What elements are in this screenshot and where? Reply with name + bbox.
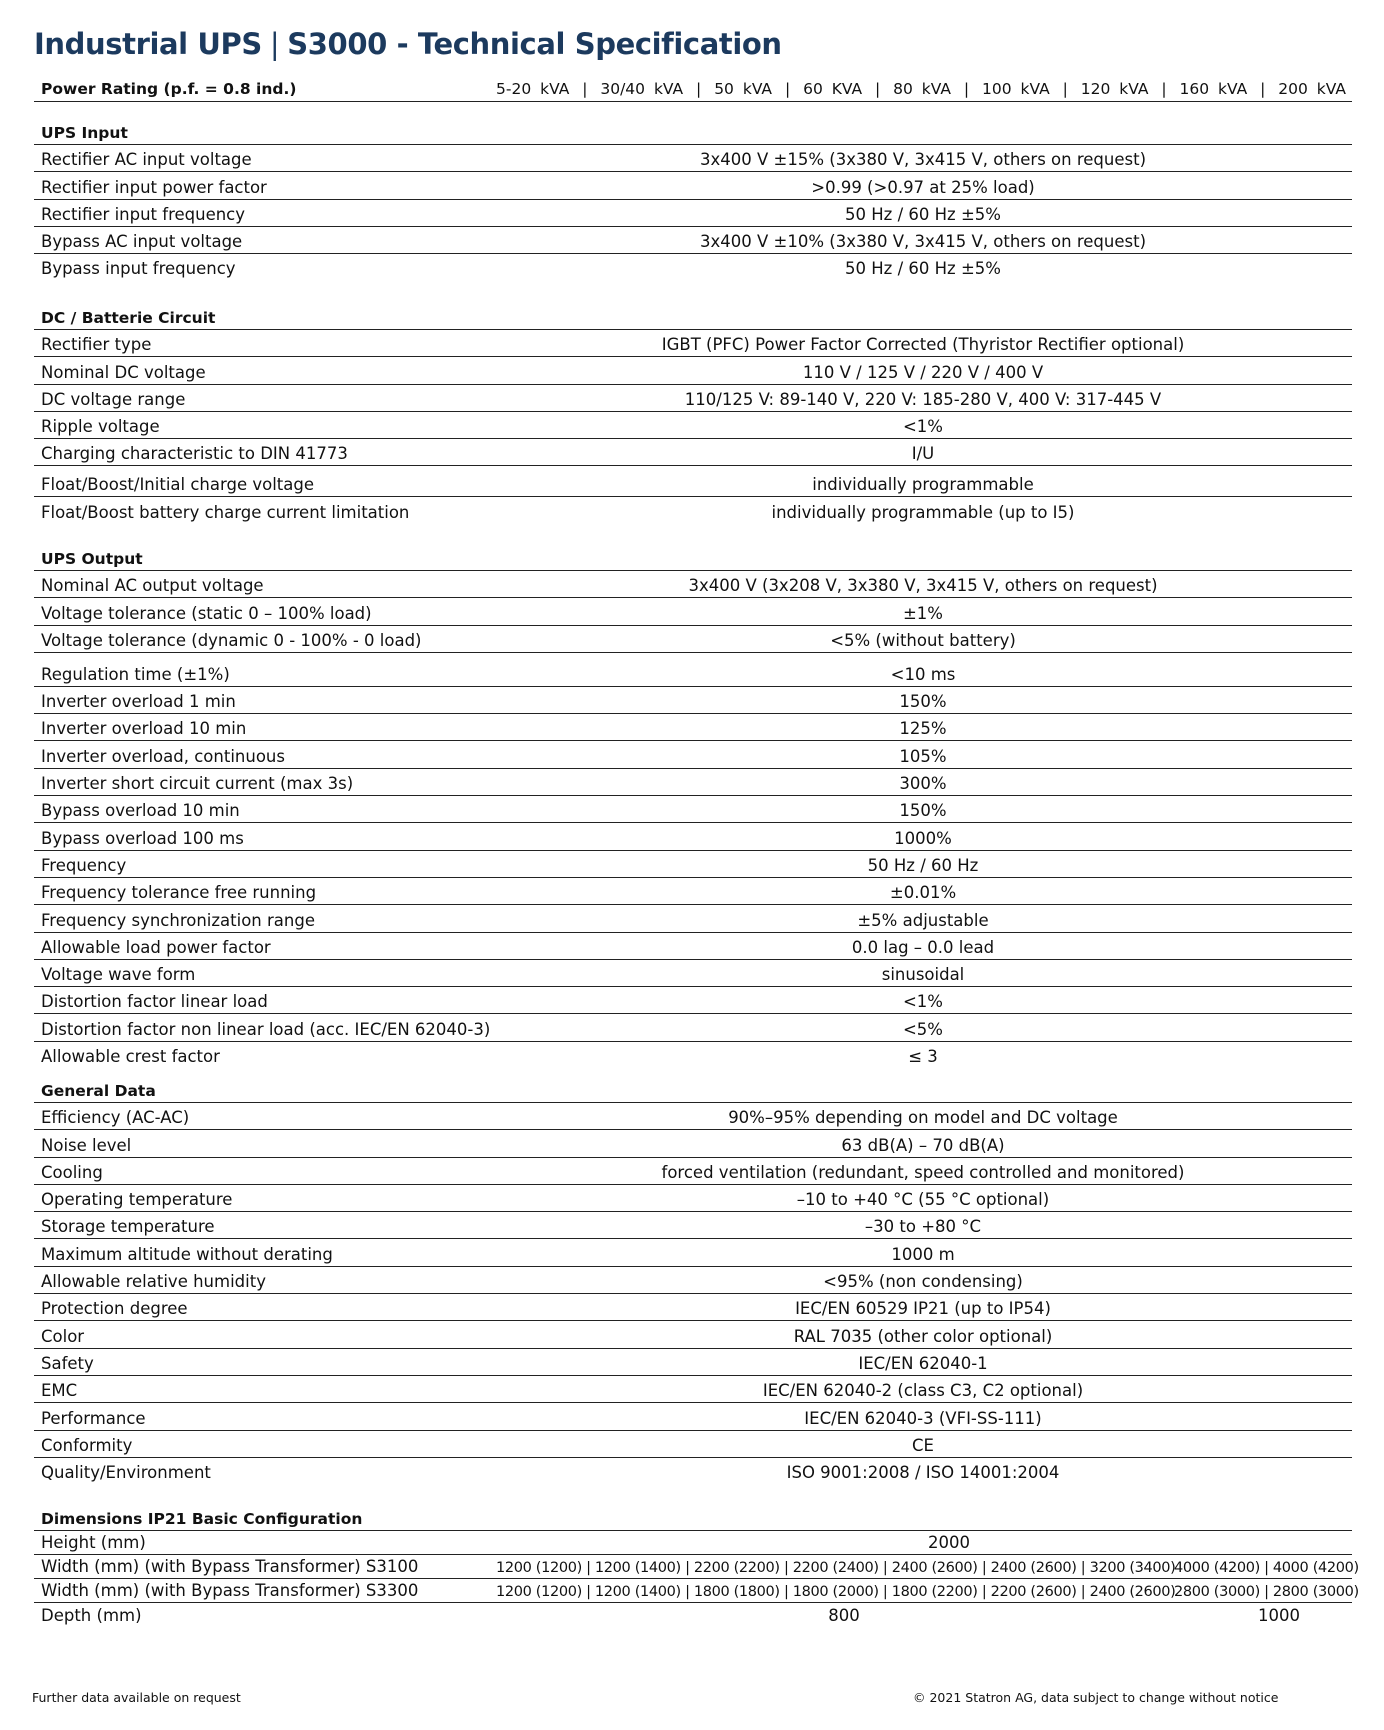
row-label: Bypass input frequency <box>41 259 236 279</box>
row-label: Protection degree <box>41 1299 188 1319</box>
row-value: <5% (without battery) <box>830 630 1016 650</box>
row-label: Inverter short circuit current (max 3s) <box>41 774 354 794</box>
row-label: Rectifier type <box>41 335 152 355</box>
row-value: –10 to +40 °C (55 °C optional) <box>796 1190 1050 1210</box>
spec-row <box>34 1014 1352 1041</box>
spec-row <box>34 1458 1352 1484</box>
row-label: Performance <box>41 1408 146 1428</box>
row-value: 1200 (1200) | 1200 (1400) | 2200 (2200) | 2200 (2400) | 2400 (2600) | 2400 (2600) | 3200 (3400) <box>496 1560 1176 1576</box>
section-title: General Data <box>34 1080 1352 1103</box>
rating-value: 30/40 kVA <box>600 80 684 98</box>
row-value: 1000% <box>894 828 952 848</box>
row-value: 3x400 V (3x208 V, 3x380 V, 3x415 V, others on request) <box>688 576 1158 596</box>
spec-section <box>34 122 1352 280</box>
rating-value: 100 kVA <box>982 80 1050 98</box>
row-label: Inverter overload 1 min <box>41 692 236 712</box>
row-label: Charging characteristic to DIN 41773 <box>41 444 348 464</box>
row-label: Inverter overload 10 min <box>41 719 247 739</box>
spec-row <box>34 1431 1352 1458</box>
row-value: sinusoidal <box>881 965 965 985</box>
row-value: 50 Hz / 60 Hz ±5% <box>845 204 1001 224</box>
spec-row <box>34 851 1352 878</box>
spec-row <box>34 905 1352 932</box>
row-value: IEC/EN 60529 IP21 (up to IP54) <box>795 1299 1051 1319</box>
row-value: <10 ms <box>890 664 956 684</box>
spec-row <box>34 878 1352 905</box>
row-label: Operating temperature <box>41 1190 233 1210</box>
row-value: 110 V / 125 V / 220 V / 400 V <box>802 362 1044 382</box>
row-label: Rectifier input power factor <box>41 177 267 197</box>
rating-separator: | <box>1161 80 1167 98</box>
rating-separator: | <box>696 80 702 98</box>
row-value: individually programmable (up to I5) <box>771 502 1075 522</box>
spec-row <box>34 227 1352 254</box>
spec-row <box>34 357 1352 384</box>
row-label: Inverter overload, continuous <box>41 746 285 766</box>
row-label: Float/Boost battery charge current limitation <box>41 502 410 522</box>
spec-row <box>34 1349 1352 1376</box>
row-label: Allowable crest factor <box>41 1047 220 1067</box>
row-value: IEC/EN 62040-2 (class C3, C2 optional) <box>762 1381 1084 1401</box>
spec-row <box>34 1130 1352 1157</box>
row-label: Frequency <box>41 855 127 875</box>
spec-row <box>34 598 1352 625</box>
row-value: 90%–95% depending on model and DC voltage <box>728 1108 1118 1128</box>
row-value: ≤ 3 <box>908 1047 938 1067</box>
row-value: 50 Hz / 60 Hz <box>867 855 979 875</box>
spec-row <box>34 497 1352 523</box>
row-label: DC voltage range <box>41 389 186 409</box>
row-label: Bypass AC input voltage <box>41 232 243 252</box>
spec-row <box>34 714 1352 741</box>
row-value: 110/125 V: 89-140 V, 220 V: 185-280 V, 400 V: 317-445 V <box>684 389 1162 409</box>
rating-value: 160 kVA <box>1179 80 1248 98</box>
title-separator: | <box>269 27 280 61</box>
rating-value: 50 kVA <box>714 80 773 98</box>
row-label: Nominal DC voltage <box>41 362 206 382</box>
row-label: Cooling <box>41 1162 103 1182</box>
row-value: ISO 9001:2008 / ISO 14001:2004 <box>786 1463 1060 1483</box>
row-label: Float/Boost/Initial charge voltage <box>41 475 314 495</box>
row-label: EMC <box>41 1381 78 1401</box>
row-label: Efficiency (AC-AC) <box>41 1108 190 1128</box>
section-title: UPS Output <box>34 548 1352 571</box>
row-value: forced ventilation (redundant, speed controlled and monitored) <box>661 1162 1185 1182</box>
spec-row <box>34 823 1352 850</box>
spec-row <box>34 1321 1352 1348</box>
title-spec: S3000 - Technical Specification <box>287 27 782 61</box>
spec-row-height <box>34 1531 1352 1555</box>
row-label: Width (mm) (with Bypass Transformer) S3300 <box>41 1581 419 1600</box>
row-label: Nominal AC output voltage <box>41 576 264 596</box>
spec-row <box>34 687 1352 714</box>
spec-row <box>34 987 1352 1014</box>
spec-row <box>34 653 1352 687</box>
spec-row <box>34 1294 1352 1321</box>
rating-separator: | <box>1260 80 1266 98</box>
footer-copyright: © 2021 Statron AG, data subject to change without notice <box>913 1690 1279 1705</box>
rating-value: 120 kVA <box>1080 80 1149 98</box>
spec-row <box>34 1158 1352 1185</box>
spec-row <box>34 741 1352 768</box>
rating-value: 80 kVA <box>893 80 951 98</box>
row-value: 150% <box>899 692 947 712</box>
row-label: Frequency synchronization range <box>41 910 315 930</box>
dimensions-section <box>34 1508 1359 1627</box>
spec-row <box>34 145 1352 172</box>
row-label: Regulation time (±1%) <box>41 664 230 684</box>
spec-row <box>34 960 1352 987</box>
row-value: RAL 7035 (other color optional) <box>793 1326 1053 1346</box>
row-label: Ripple voltage <box>41 417 160 437</box>
spec-row <box>34 1403 1352 1430</box>
spec-row <box>34 200 1352 227</box>
footer-note: Further data available on request <box>32 1690 241 1705</box>
page-title <box>34 27 782 61</box>
power-rating-label: Power Rating (p.f. = 0.8 ind.) <box>41 80 297 98</box>
row-value: <1% <box>902 417 943 437</box>
row-value: 3x400 V ±10% (3x380 V, 3x415 V, others on request) <box>699 232 1147 252</box>
rating-value: 60 KVA <box>803 80 863 98</box>
row-value: IEC/EN 62040-3 (VFI-SS-111) <box>804 1408 1042 1428</box>
row-value: ±0.01% <box>889 883 957 903</box>
spec-row-width-s3300 <box>34 1579 1359 1603</box>
row-value: IGBT (PFC) Power Factor Corrected (Thyristor Rectifier optional) <box>661 335 1185 355</box>
row-label: Allowable load power factor <box>41 937 271 957</box>
spec-row <box>34 1042 1352 1068</box>
row-value: 125% <box>899 719 947 739</box>
power-rating-values <box>496 80 1346 98</box>
row-value: 150% <box>899 801 947 821</box>
row-value: <95% (non condensing) <box>823 1272 1023 1292</box>
title-product: Industrial UPS <box>34 27 262 61</box>
row-value: ±5% adjustable <box>857 910 989 930</box>
rating-separator: | <box>875 80 881 98</box>
row-value-b: 2800 (3000) | 2800 (3000) <box>1174 1584 1359 1600</box>
row-value: CE <box>912 1435 934 1455</box>
section-title: DC / Batterie Circuit <box>34 307 1352 330</box>
row-label: Height (mm) <box>41 1533 146 1552</box>
row-label: Safety <box>41 1353 94 1373</box>
row-value: 50 Hz / 60 Hz ±5% <box>845 259 1001 279</box>
spec-row <box>34 412 1352 439</box>
row-label: Frequency tolerance free running <box>41 883 317 903</box>
row-label: Bypass overload 10 min <box>41 801 240 821</box>
row-value: 300% <box>899 774 947 794</box>
spec-row-depth <box>34 1603 1352 1627</box>
rating-value: 5-20 kVA <box>496 80 570 98</box>
row-value-b: 1000 <box>1258 1606 1300 1625</box>
rating-separator: | <box>784 80 791 98</box>
row-label: Voltage wave form <box>41 965 196 985</box>
row-label: Noise level <box>41 1135 132 1155</box>
row-label: Voltage tolerance (static 0 – 100% load) <box>41 603 372 623</box>
row-value: individually programmable <box>812 475 1034 495</box>
power-rating-row <box>34 77 1352 102</box>
spec-row <box>34 172 1352 199</box>
row-label: Voltage tolerance (dynamic 0 - 100% - 0 load) <box>41 630 422 650</box>
spec-row <box>34 254 1352 280</box>
row-value: <1% <box>902 992 943 1012</box>
spec-row-width-s3100 <box>34 1555 1359 1579</box>
spec-section <box>34 307 1352 524</box>
row-label: Width (mm) (with Bypass Transformer) S3100 <box>41 1557 419 1576</box>
spec-row <box>34 796 1352 823</box>
row-label: Conformity <box>41 1435 133 1455</box>
row-value: ±1% <box>902 603 943 623</box>
row-value: 63 dB(A) – 70 dB(A) <box>841 1135 1005 1155</box>
spec-section <box>34 1080 1352 1484</box>
spec-row <box>34 626 1352 653</box>
row-value: 3x400 V ±15% (3x380 V, 3x415 V, others on request) <box>699 150 1147 170</box>
row-label: Depth (mm) <box>41 1606 142 1625</box>
spec-row <box>34 1376 1352 1403</box>
spec-row <box>34 1212 1352 1239</box>
spec-row <box>34 933 1352 960</box>
spec-section <box>34 548 1352 1068</box>
rating-separator: | <box>963 80 970 98</box>
row-value: –30 to +80 °C <box>864 1217 982 1237</box>
section-title: Dimensions IP21 Basic Configuration <box>34 1508 1352 1531</box>
row-value: 0.0 lag – 0.0 lead <box>851 937 995 957</box>
row-label: Color <box>41 1326 85 1346</box>
rating-separator: | <box>1062 80 1068 98</box>
row-label: Rectifier input frequency <box>41 204 246 224</box>
spec-row <box>34 769 1352 796</box>
row-value: IEC/EN 62040-1 <box>858 1353 988 1373</box>
spec-row <box>34 1103 1352 1130</box>
row-label: Distortion factor linear load <box>41 992 268 1012</box>
spec-row <box>34 571 1352 598</box>
row-value: >0.99 (>0.97 at 25% load) <box>811 177 1035 197</box>
row-label: Bypass overload 100 ms <box>41 828 244 848</box>
row-value: 2000 <box>928 1533 970 1552</box>
row-label: Allowable relative humidity <box>41 1272 266 1292</box>
row-label: Rectifier AC input voltage <box>41 150 252 170</box>
spec-row <box>34 466 1352 497</box>
row-value: <5% <box>902 1019 943 1039</box>
row-value: 1000 m <box>891 1244 955 1264</box>
row-value: 1200 (1200) | 1200 (1400) | 1800 (1800) | 1800 (2000) | 1800 (2200) | 2200 (2600) | 2400 (2600) <box>496 1584 1176 1600</box>
section-title: UPS Input <box>34 122 1352 145</box>
spec-row <box>34 1239 1352 1266</box>
spec-row <box>34 439 1352 466</box>
row-value: 800 <box>828 1606 860 1625</box>
row-value: I/U <box>911 444 935 464</box>
row-label: Storage temperature <box>41 1217 215 1237</box>
spec-row <box>34 1267 1352 1294</box>
row-label: Maximum altitude without derating <box>41 1244 333 1264</box>
row-value-b: 4000 (4200) | 4000 (4200) <box>1174 1560 1359 1576</box>
spec-row <box>34 385 1352 412</box>
spec-row <box>34 1185 1352 1212</box>
row-value: 105% <box>899 746 947 766</box>
spec-row <box>34 330 1352 357</box>
row-label: Quality/Environment <box>41 1463 211 1483</box>
rating-value: 200 kVA <box>1278 80 1346 98</box>
row-label: Distortion factor non linear load (acc. IEC/EN 62040-3) <box>41 1019 491 1039</box>
rating-separator: | <box>582 80 588 98</box>
